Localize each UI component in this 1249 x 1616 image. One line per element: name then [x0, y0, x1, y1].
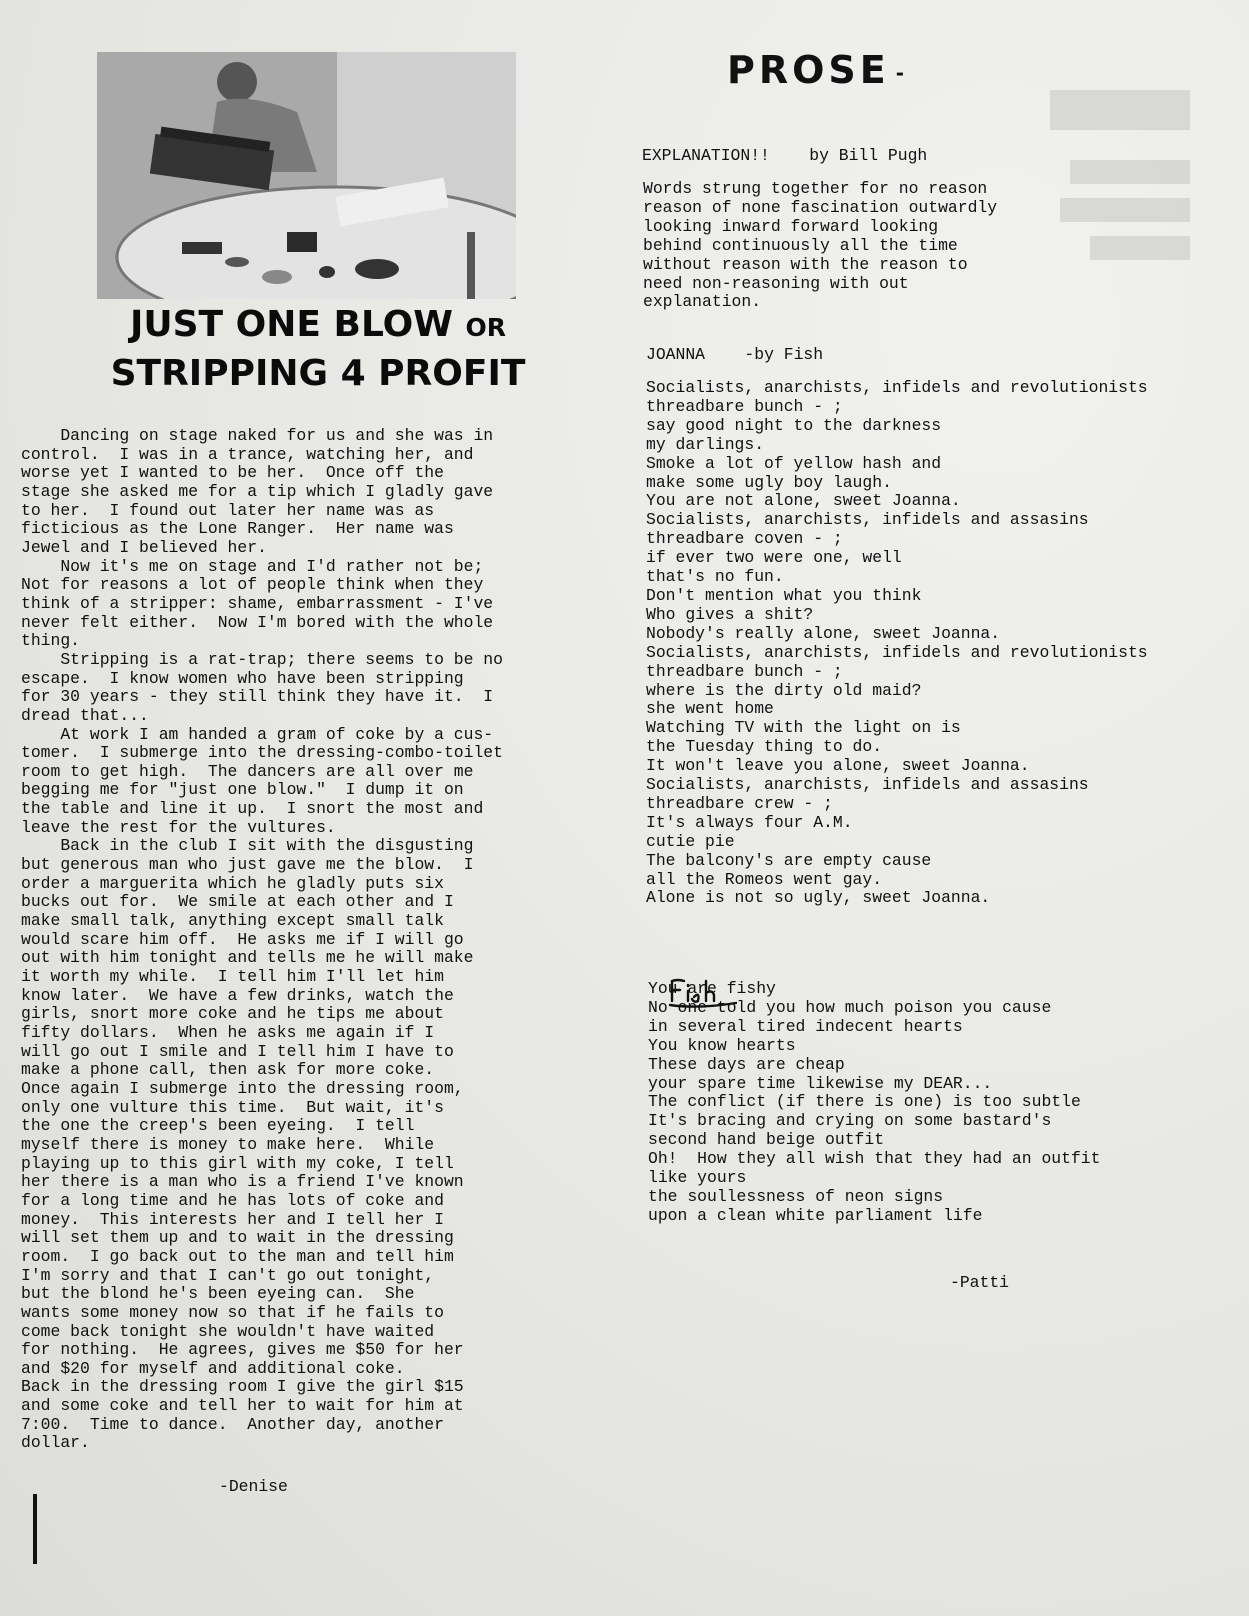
headline-line-1: JUST ONE BLOW	[130, 304, 453, 345]
fish-poem: You are fishy No one told you how much poison you cause in several tired indecent hearts You know hearts These days are cheap your spare time likewise my DEAR... The conflict (if there is one) is too subtle It's bracing and crying on some bastard's second hand beige outfit Oh! How they all wish that they had an outfit like yours the soullessness of neon signs upon a clean white parliament life	[648, 979, 1101, 1225]
article-headline	[58, 302, 578, 397]
section-title	[727, 48, 908, 92]
explanation-poem: Words strung together for no reason reason of none fascination outwardly looking inward forward looking behind continuously all the time without reason with the reason to need non-reasoning with out explanation.	[643, 179, 998, 312]
explanation-byline: by Bill Pugh	[809, 146, 928, 165]
joanna-heading-row	[646, 346, 823, 365]
section-title-text: PROSE	[727, 48, 890, 92]
joanna-byline: -by Fish	[744, 345, 824, 364]
story-body: Dancing on stage naked for us and she was in control. I was in a trance, watching her, and worse yet I wanted to be her. Once off the stage she asked me for a tip which I gladly gave to her. I found out later her name was as ficticious as the Lone Ranger. Her name was Jewel and I believed her. Now it's me on stage and I'd rather not be; Not for reasons a lot of people think when they think of a stripper: shame, embarrassment - I've never felt either. Now I'm bored with the whole thing. Stripping is a rat-trap; there seems to be no escape. I know women who have been stripping for 30 years - they still think they have it. I dread that... At work I am handed a gram of coke by a cus- tomer. I submerge into the dressing-combo-toilet room to get high. The dancers are all over me begging me for "just one blow." I dump it on the table and line it up. I snort the most and leave the rest for the vultures. Back in the club I sit with the disgusting but generous man who just gave me the blow. I order a marguerita which he gladly puts six bucks out for. We smile at each other and I make small talk, anything except small talk would scare him off. He asks me if I will go out with him tonight and tells me he will make it worth my while. I tell him I'll let him know later. We have a few drinks, watch the girls, snort more coke and he tips me about fifty dollars. When he asks me again if I will go out I smile and I tell him I have to make a phone call, then ask for more coke. Once again I submerge into the dressing room, only one vulture this time. But wait, it's the one the creep's been eyeing. I tell myself there is money to make here. While playing up to this girl with my coke, I tell her there is a man who is a friend I've known for a long time and he has lots of coke and money. This interests her and I tell her I will set them up and to wait in the dressing room. I go back out to the man and tell him I'm sorry and that I can't go out tonight, but the blond he's been eyeing can. She wants some money now so that if he fails to come back tonight she wouldn't have waited for nothing. He agrees, gives me $50 for her and $20 for myself and additional coke. Back in the dressing room I give the girl $15 and some coke and tell her to wait for him at 7:00. Time to dance. Another day, another dollar.	[21, 426, 503, 1453]
joanna-heading: JOANNA	[646, 345, 706, 364]
headline-or: OR	[465, 313, 506, 342]
section-title-dash: -	[895, 60, 909, 85]
explanation-heading: EXPLANATION!!	[642, 146, 770, 165]
headline-line-2: STRIPPING 4 PROFIT	[110, 353, 526, 394]
margin-mark	[33, 1494, 37, 1564]
fish-poem-signature: -Patti	[950, 1273, 1010, 1292]
stripper-photo	[97, 52, 516, 299]
story-signature: -Denise	[219, 1477, 288, 1496]
photo-illustration	[97, 52, 516, 299]
explanation-heading-row	[642, 147, 927, 166]
fish-signature-text: Fish	[668, 975, 671, 976]
joanna-poem: Socialists, anarchists, infidels and revolutionists threadbare bunch - ; say good night to the darkness my darlings. Smoke a lot of yellow hash and make some ugly boy laugh. You are not alone, sweet Joanna. Socialists, anarchists, infidels and assasins threadbare coven - ; if ever two were one, well that's no fun. Don't mention what you think Who gives a shit? Nobody's really alone, sweet Joanna. Socialists, anarchists, infidels and revolutionists threadbare bunch - ; where is the dirty old maid? she went home Watching TV with the light on is the Tuesday thing to do. It won't leave you alone, sweet Joanna. Socialists, anarchists, infidels and assasins threadbare crew - ; It's always four A.M. cutie pie The balcony's are empty cause all the Romeos went gay. Alone is not so ugly, sweet Joanna.	[646, 378, 1148, 908]
